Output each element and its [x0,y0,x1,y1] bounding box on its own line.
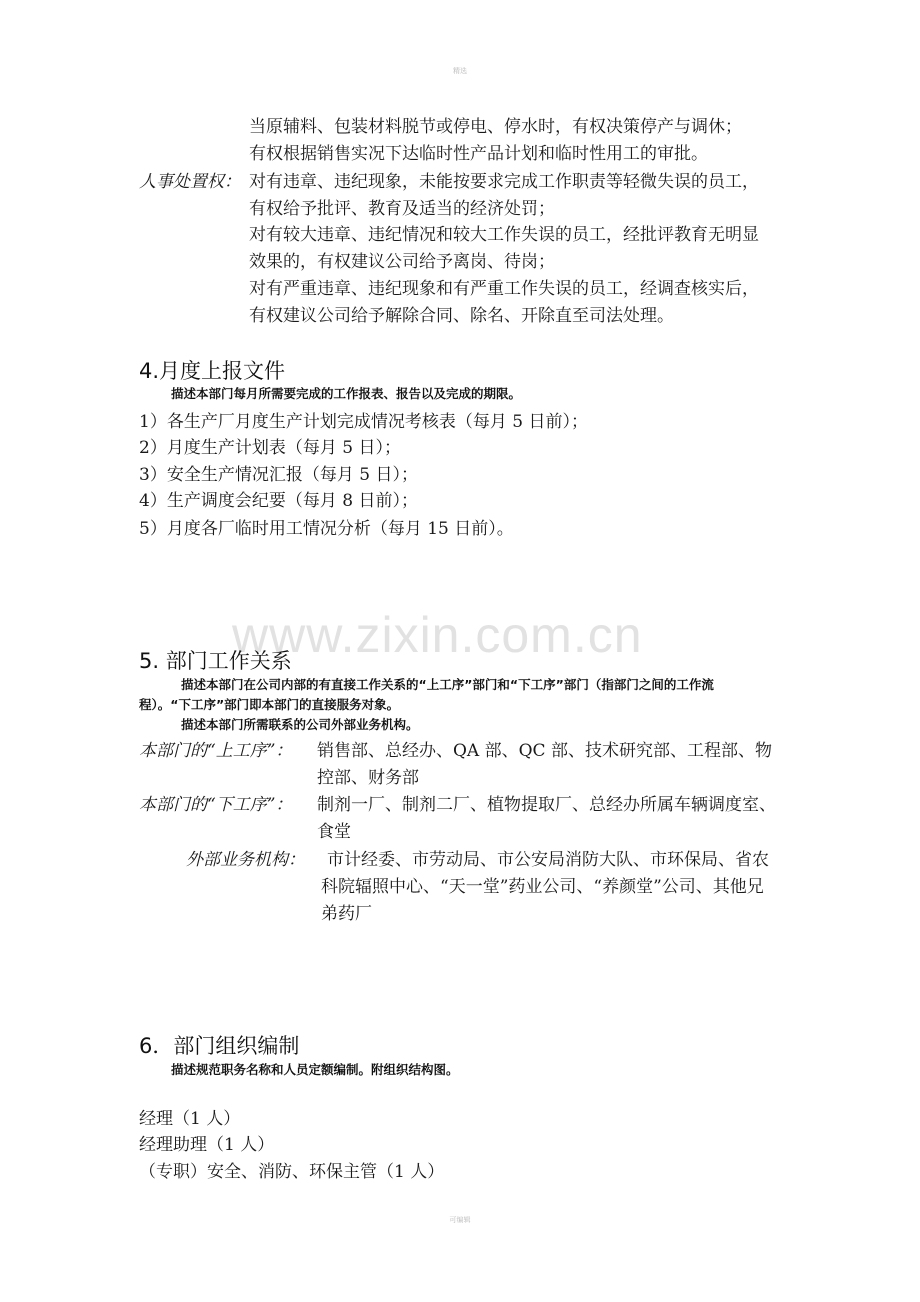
upstream-label: 本部门的“上工序”： [139,741,293,761]
personnel-line: 对有较大违章、违纪情况和较大工作失误的员工，经批评教育无明显 [249,225,759,245]
section-5-desc: 描述本部门在公司内部的有直接工作关系的“上工序”部门和“下工序”部门（指部门之间的工作流 [181,677,714,692]
section-5-desc: 描述本部门所需联系的公司外部业务机构。 [181,717,419,732]
report-item: 2）月度生产计划表（每月 5 日）； [139,438,401,458]
header-mark: 精选 [453,67,467,75]
watermark: www.zixin.com.cn [232,607,643,663]
upstream-line: 控部、财务部 [317,768,419,788]
external-label: 外部业务机构： [186,850,305,870]
staff-item: （专职）安全、消防、环保主管（1 人） [139,1162,445,1182]
report-item: 5）月度各厂临时用工情况分析（每月 15 日前）。 [139,519,514,539]
staff-item: 经理（1 人） [139,1109,241,1129]
section-4-title: 4.月度上报文件 [139,359,286,383]
personnel-label: 人事处置权： [139,172,241,192]
authority-line: 当原辅料、包装材料脱节或停电、停水时，有权决策停产与调休； [249,117,742,137]
external-line: 弟药厂 [321,904,372,924]
report-item: 1）各生产厂月度生产计划完成情况考核表（每月 5 日前）； [139,412,588,432]
upstream-line: 销售部、总经办、QA 部、QC 部、技术研究部、工程部、物 [317,741,772,761]
section-6-title: 6．部门组织编制 [139,1034,300,1058]
authority-line: 有权根据销售实况下达临时性产品计划和临时性用工的审批。 [249,144,708,164]
downstream-line: 食堂 [317,822,351,842]
external-line: 市计经委、市劳动局、市公安局消防大队、市环保局、省农 [327,850,769,870]
section-5-desc: 程）。“下工序”部门即本部门的直接服务对象。 [139,697,400,712]
personnel-line: 有权给予批评、教育及适当的经济处罚； [249,199,555,219]
report-item: 4）生产调度会纪要（每月 8 日前）； [139,491,418,511]
personnel-line: 对有违章、违纪现象，未能按要求完成工作职责等轻微失误的员工， [249,172,759,192]
personnel-line: 有权建议公司给予解除合同、除名、开除直至司法处理。 [249,306,674,326]
downstream-label: 本部门的“下工序”： [139,795,293,815]
section-4-desc: 描述本部门每月所需要完成的工作报表、报告以及完成的期限。 [171,386,522,401]
staff-item: 经理助理（1 人） [139,1135,275,1155]
downstream-line: 制剂一厂、制剂二厂、植物提取厂、总经办所属车辆调度室、 [317,795,776,815]
footer-mark: 可编辑 [449,1216,471,1224]
external-line: 科院辐照中心、“天一堂”药业公司、“养颜堂”公司、其他兄 [321,877,764,897]
personnel-line: 对有严重违章、违纪现象和有严重工作失误的员工，经调查核实后， [249,279,759,299]
report-item: 3）安全生产情况汇报（每月 5 日）； [139,465,418,485]
section-5-title: 5. 部门工作关系 [139,649,292,673]
section-6-desc: 描述规范职务名称和人员定额编制。附组织结构图。 [171,1062,459,1077]
personnel-line: 效果的，有权建议公司给予离岗、待岗； [249,252,555,272]
